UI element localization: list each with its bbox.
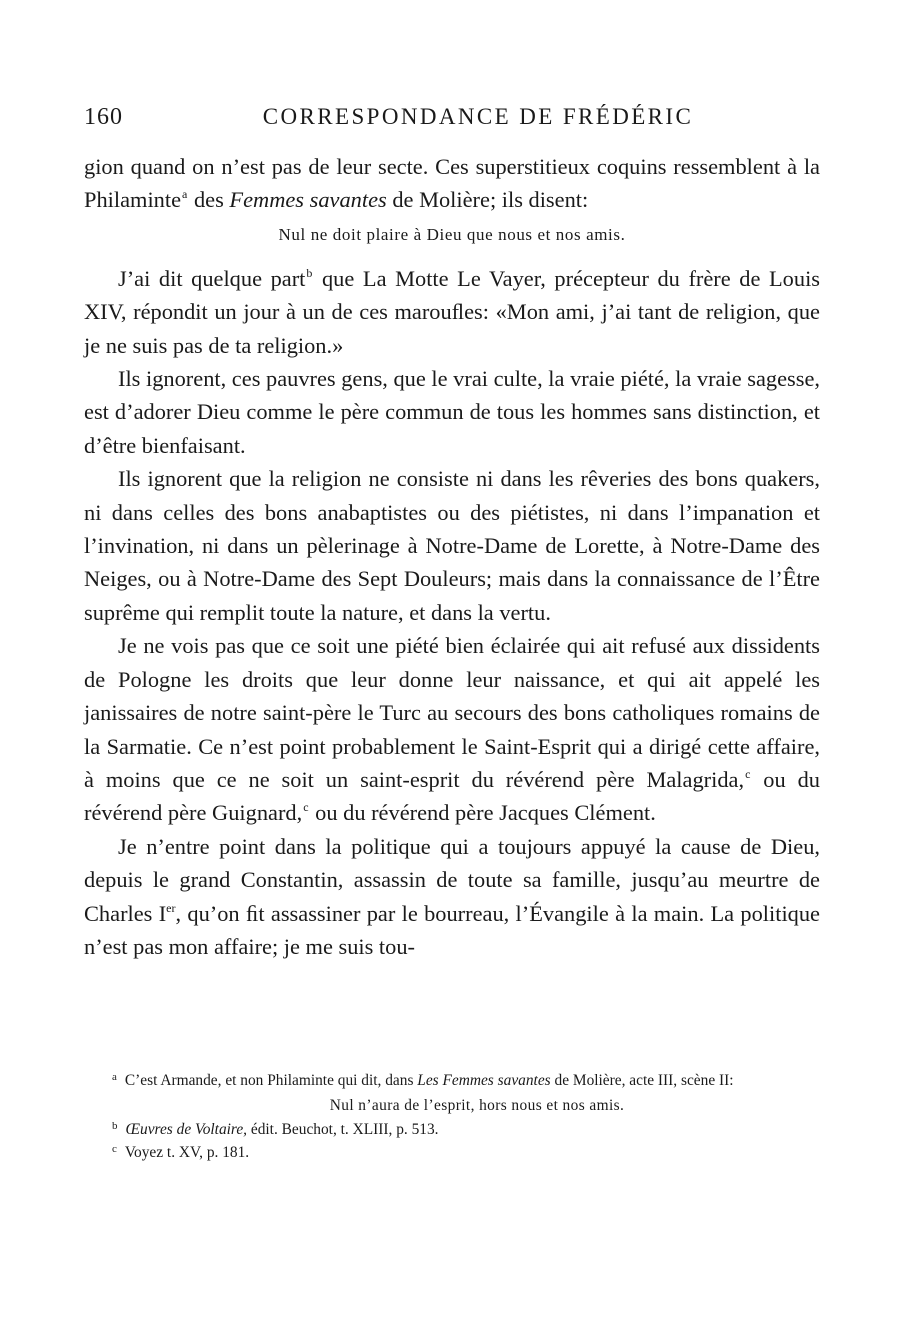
footnote-ref-c: c — [303, 800, 309, 815]
page-header — [84, 104, 820, 138]
footnote-c: $^c$ Voyez t. XV, p. 181. — [112, 1142, 250, 1161]
footnote-ref-c: c — [745, 766, 751, 781]
paragraph-3: Ils ignorent, ces pauvres gens, que le vrai culte, la vraie piété, la vraie sagesse, est d’adorer Dieu comme le père commun de tous les hommes sans distinction, et d’être bienfaisant. — [84, 366, 820, 458]
paragraph-1: gion quand on n’est pas de leur secte. Ces superstitieux coquins ressemblent à la Philaminte$^a$ des Femmes savantes de Molière; ils disent: — [84, 154, 820, 213]
footnote-marker: c — [112, 1142, 117, 1155]
paragraph-5: Je ne vois pas que ce soit une piété bien éclairée qui ait refusé aux dissidents de Pologne les droits que leur donne leur naissance, et qui ait appelé les janissaires de notre saint-père le Turc au secours des bons catholiques romains de la Sarmatie. Ce n’est point probablement le Saint-Esprit qui a dirigé cette affaire, à moins que ce ne soit un saint-esprit du révérend père Malagrida,$^c$ ou du révérend père Guignard,$^c$ ou du révérend père Jacques Clément. — [84, 633, 820, 826]
paragraph-2: J’ai dit quelque part$^b$ que La Motte Le Vayer, précepteur du frère de Louis XIV, répondit un jour à un de ces marouﬂes: «Mon ami, j’ai tant de religion, que je ne suis pas de ta religion.» — [84, 265, 820, 358]
footnote-ref-a: a — [182, 187, 188, 202]
footnote-a: $^a$ C’est Armande, et non Philaminte qui dit, dans Les Femmes savantes de Molière, acte III, scène II: — [112, 1071, 734, 1089]
footnote-b: $^b$ Œuvres de Voltaire, édit. Beuchot, t. XLIII, p. 513. — [112, 1120, 439, 1138]
paragraph-6: Je n’entre point dans la politique qui a toujours appuyé la cause de Dieu, depuis le grand Constantin, assassin de toute sa famille, jusqu’au meurtre de Charles Ier, qu’on ﬁt assassiner par le bourreau, l’Évangile à la main. La politique n’est pas mon affaire; je me suis tou- — [84, 833, 820, 959]
main-text — [84, 150, 820, 963]
footnote-ref-b: b — [306, 265, 313, 280]
footnote-marker: a — [112, 1071, 117, 1083]
footnote-marker: b — [112, 1120, 118, 1132]
work-title: Femmes savantes — [229, 187, 387, 213]
running-title: CORRESPONDANCE DE FRÉDÉRIC — [262, 104, 694, 129]
ordinal-superscript: er — [166, 900, 176, 915]
page-number: 160 — [84, 104, 123, 130]
footnotes — [84, 1070, 820, 1164]
paragraph-4: Ils ignorent que la religion ne consiste ni dans les rêveries des bons quakers, ni dans celles des bons anabaptistes ou des piétistes, ni dans l’impanation et l’invination, ni dans un pèlerinage à Notre-Dame de Lorette, à Notre-Dame des Neiges, ou à Notre-Dame des Sept Douleurs; mais dans la connaissance de l’Être suprême qui remplit toute la nature, et dans la vertu. — [84, 466, 820, 625]
quoted-verse: Nul ne doit plaire à Dieu que nous et nos amis. — [278, 224, 626, 244]
footnote-verse: Nul n’aura de l’esprit, hors nous et nos amis. — [329, 1096, 625, 1114]
